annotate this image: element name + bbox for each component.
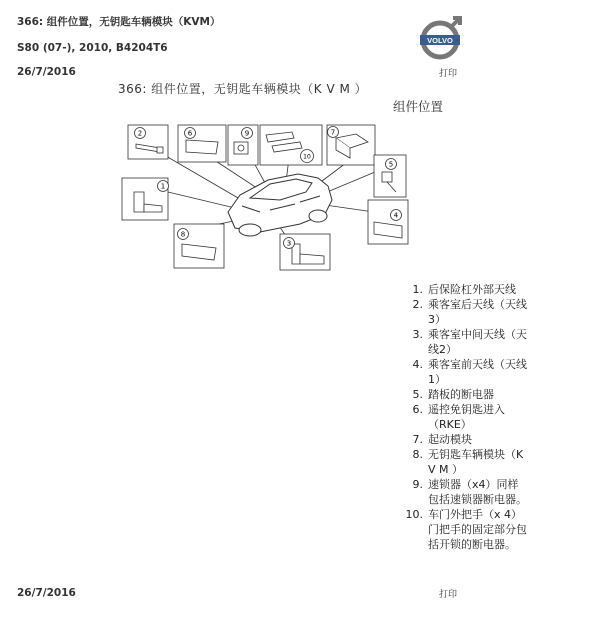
callout-10: 10	[303, 153, 311, 161]
callout-6: 6	[187, 129, 193, 138]
callout-9: 9	[244, 129, 250, 138]
list-item: 7. 起动模块	[412, 433, 472, 446]
list-item: 2. 乘客室后天线（天线3）	[412, 298, 527, 326]
document-title: 366: 组件位置，无钥匙车辆模块（K V M ）	[118, 82, 368, 96]
header-title: 366: 组件位置，无钥匙车辆模块（KVM）	[17, 16, 221, 28]
list-item: 9. 速锁器（x4）同样包括速锁器断电器。	[412, 478, 527, 506]
callout-8: 8	[180, 230, 186, 239]
callout-2: 2	[137, 129, 143, 138]
logo-text: VOLVO	[427, 36, 453, 45]
volvo-logo	[417, 14, 465, 62]
callout-7: 7	[330, 128, 336, 137]
footer-print-link[interactable]: 打印	[439, 590, 458, 600]
list-item: 6. 遥控免钥匙进入（RKE）	[412, 403, 505, 431]
list-item: 5. 踏板的断电器	[412, 388, 494, 401]
component-location-diagram	[120, 120, 416, 272]
parts-list	[399, 282, 529, 552]
callout-3: 3	[286, 239, 292, 248]
list-item: 10. 车门外把手（x 4）门把手的固定部分包括开锁的断电器。	[405, 508, 527, 551]
print-link[interactable]: 打印	[439, 69, 458, 79]
vehicle-model: S80 (07-), 2010, B4204T6	[17, 42, 168, 54]
section-title: 组件位置	[393, 99, 444, 114]
footer-date: 26/7/2016	[17, 587, 76, 599]
list-item: 1. 后保险杠外部天线	[412, 283, 516, 296]
list-item: 8. 无钥匙车辆模块（K V M ）	[412, 448, 524, 476]
callout-5: 5	[388, 160, 394, 169]
header-date: 26/7/2016	[17, 66, 76, 78]
list-item: 4. 乘客室前天线（天线1）	[412, 358, 527, 386]
list-item: 3. 乘客室中间天线（天线2）	[412, 328, 527, 356]
callout-4: 4	[393, 211, 399, 220]
callout-1: 1	[160, 182, 166, 191]
